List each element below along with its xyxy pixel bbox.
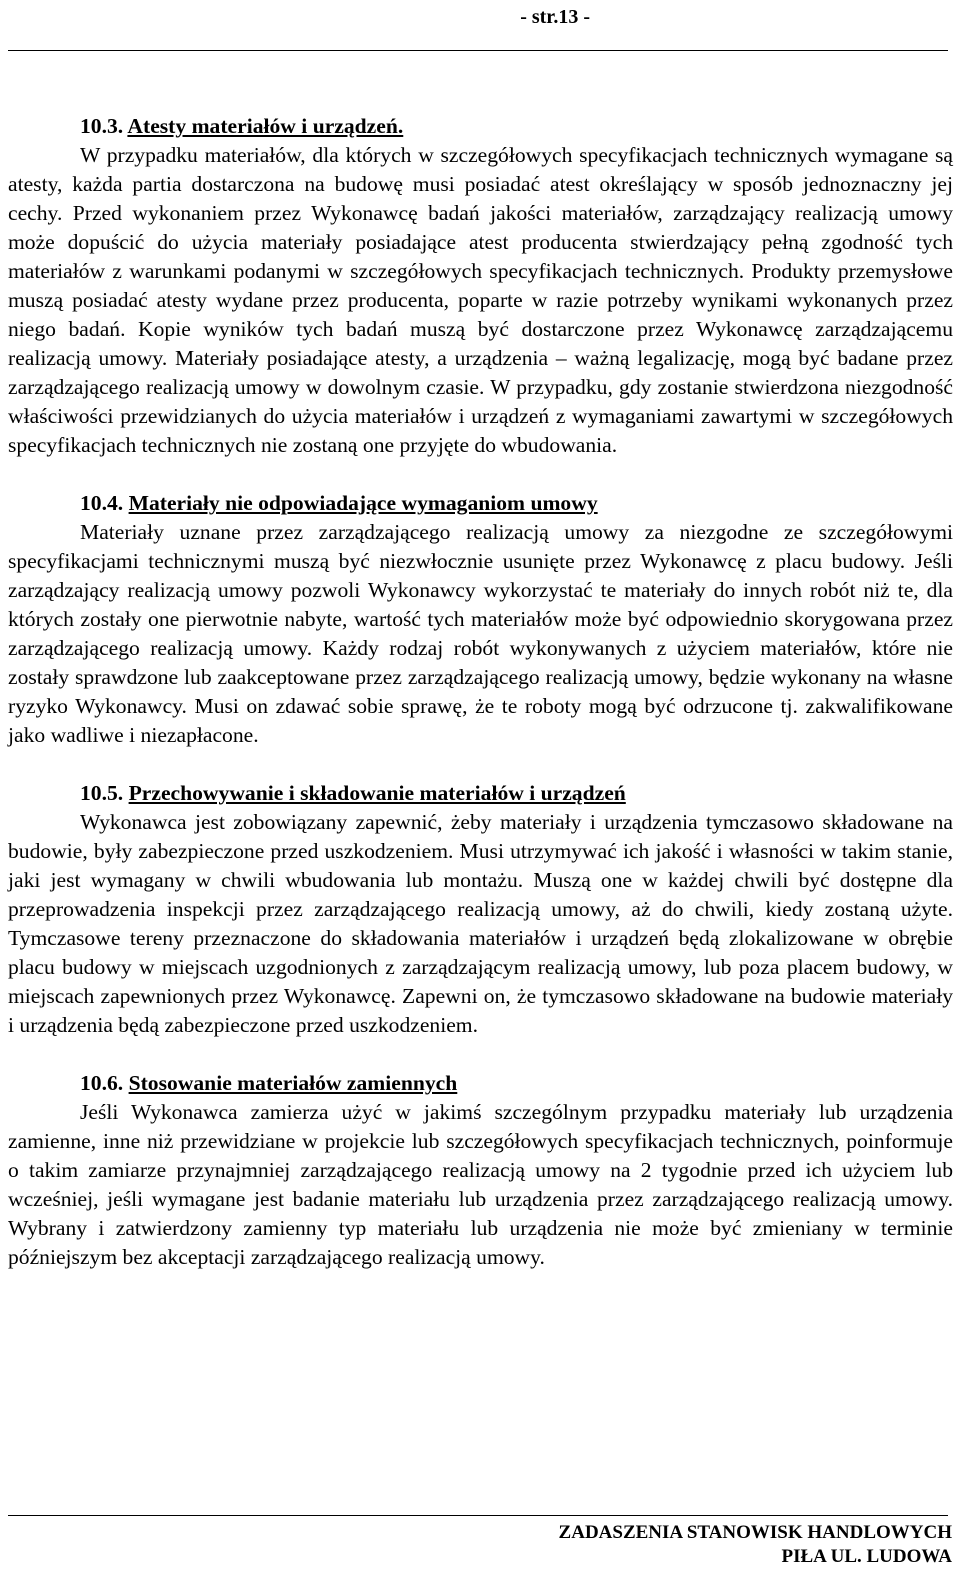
section-10-6 (8, 1069, 953, 1272)
section-number: 10.5. (80, 781, 124, 805)
section-title: Stosowanie materiałów zamiennych (128, 1071, 458, 1095)
section-heading (8, 489, 953, 518)
section-heading (8, 1069, 953, 1098)
section-paragraph: Wykonawca jest zobowiązany zapewnić, żeby materiały i urządzenia tymczasowo składowane na budowie, były zabezpieczone przed uszkodzeniem. Musi utrzymywać ich jakość i własności w takim stanie, jaki jest wymagany w chwili wbudowania lub montażu. Muszą one w każdej chwili być dostępne dla przeprowadzenia inspekcji przez zarządzającego realizacją umowy, aż do chwili, kiedy zostaną użyte. Tymczasowe tereny przeznaczone do składowania materiałów i urządzeń będą zlokalizowane w obrębie placu budowy w miejscach uzgodnionych z zarządzającym realizacją umowy, lub poza placem budowy, w miejscach zapewnionych przez Wykonawcę. Zapewni on, że tymczasowo składowane na budowie materiały i urządzenia będą zabezpieczone przed uszkodzeniem. (8, 810, 953, 1037)
footer-location: PIŁA UL. LUDOWA (781, 1546, 952, 1567)
section-heading (8, 779, 953, 808)
section-title: Przechowywanie i składowanie materiałów i urządzeń (128, 781, 626, 805)
section-10-5 (8, 779, 953, 1040)
section-number: 10.6. (80, 1071, 124, 1095)
section-title: Atesty materiałów i urządzeń. (127, 114, 404, 138)
document-body (8, 112, 953, 1272)
section-10-3 (8, 112, 953, 460)
section-title: Materiały nie odpowiadające wymaganiom umowy (128, 491, 598, 515)
section-paragraph: W przypadku materiałów, dla których w szczegółowych specyfikacjach technicznych wymagane są atesty, każda partia dostarczona na budowę musi posiadać atest określający w sposób jednoznaczny jej cechy. Przed wykonaniem przez Wykonawcę badań jakości materiałów, zarządzający realizacją umowy może dopuścić do użycia materiały posiadające atest producenta stwierdzający pełną zgodność tych materiałów z warunkami podanymi w szczegółowych specyfikacjach technicznych. Produkty przemysłowe muszą posiadać atesty wydane przez producenta, poparte w razie potrzeby wynikami wykonanych przez niego badań. Kopie wyników tych badań muszą być dostarczone przez Wykonawcę zarządzającemu realizacją umowy. Materiały posiadające atesty, a urządzenia – ważną legalizację, mogą być badane przez zarządzającego realizacją umowy w dowolnym czasie. W przypadku, gdy zostanie stwierdzona niezgodność właściwości przewidzianych do użycia materiałów i urządzeń z wymaganiami zawartymi w szczegółowych specyfikacjach technicznych nie zostaną one przyjęte do wbudowania. (8, 143, 953, 457)
section-number: 10.3. (80, 114, 124, 138)
footer-project-name: ZADASZENIA STANOWISK HANDLOWYCH (558, 1522, 952, 1543)
footer-rule (8, 1515, 948, 1516)
header-rule (8, 50, 948, 51)
section-paragraph: Jeśli Wykonawca zamierza użyć w jakimś szczególnym przypadku materiały lub urządzenia zamienne, inne niż przewidziane w projekcie lub szczegółowych specyfikacjach technicznych, poinformuje o takim zamiarze przynajmniej zarządzającego realizacją umowy na 2 tygodnie przed ich użyciem lub wcześniej, jeśli wymagane jest badanie materiału lub urządzenia przez zarządzającego realizacją umowy. Wybrany i zatwierdzony zamienny typ materiału lub urządzenia nie może być zmieniany w terminie późniejszym bez akceptacji zarządzającego realizacją umowy. (8, 1100, 953, 1269)
page-number: - str.13 - (520, 6, 590, 28)
footer (559, 1521, 952, 1569)
section-heading (8, 112, 953, 141)
section-paragraph: Materiały uznane przez zarządzającego realizacją umowy za niezgodne ze szczegółowymi specyfikacjami technicznymi muszą być niezwłocznie usunięte przez Wykonawcę z placu budowy. Jeśli zarządzający realizacją umowy pozwoli Wykonawcy wykorzystać te materiały do innych robót niż te, dla których zostały one pierwotnie nabyte, wartość tych materiałów może być odpowiednio skorygowana przez zarządzającego realizacją umowy. Każdy rodzaj robót wykonywanych z użyciem materiałów, które nie zostały sprawdzone lub zaakceptowane przez zarządzającego realizacją umowy, będzie wykonany na własne ryzyko Wykonawcy. Musi on zdawać sobie sprawę, że te roboty mogą być odrzucone tj. zakwalifikowane jako wadliwe i niezapłacone. (8, 520, 953, 747)
section-10-4 (8, 489, 953, 750)
section-number: 10.4. (80, 491, 124, 515)
